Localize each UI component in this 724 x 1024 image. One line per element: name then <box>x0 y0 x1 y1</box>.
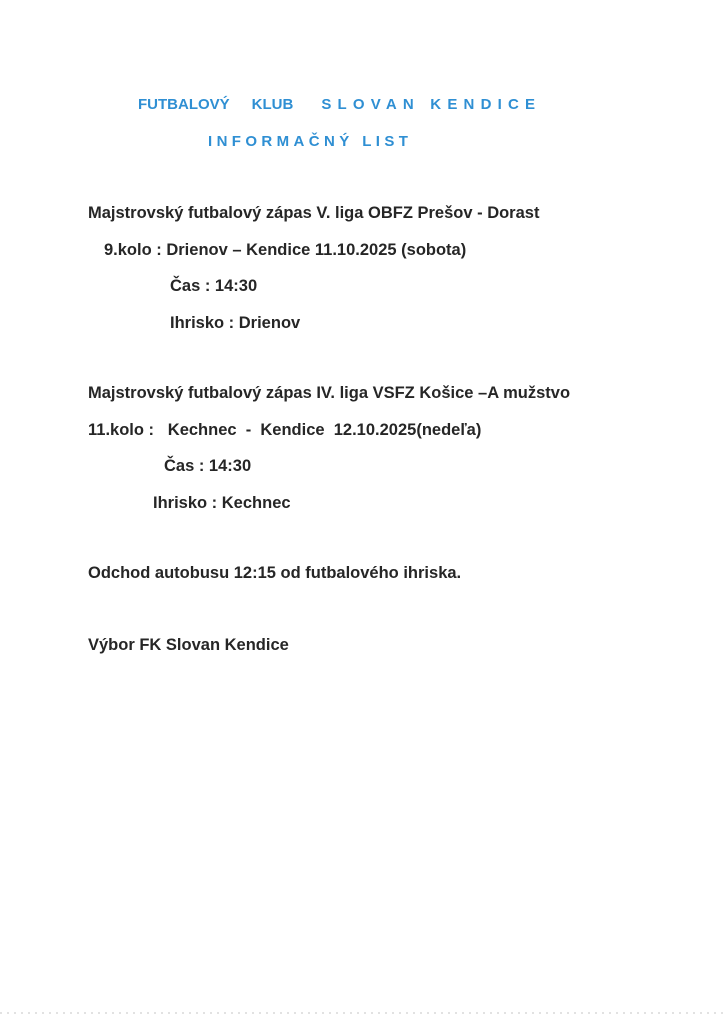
match-1-round: 9.kolo : Drienov – Kendice 11.10.2025 (sobota) <box>104 241 467 259</box>
club-name-heading <box>138 96 541 113</box>
match-2-round: 11.kolo : Kechnec - Kendice 12.10.2025(nedeľa) <box>88 421 482 439</box>
club-word-slovan-kendice: SLOVAN KENDICE <box>321 96 542 113</box>
match-1-title: Majstrovský futbalový zápas V. liga OBFZ Prešov - Dorast <box>88 204 540 222</box>
match-1-venue: Ihrisko : Drienov <box>170 314 301 332</box>
match-1-time: Čas : 14:30 <box>170 277 258 295</box>
signature: Výbor FK Slovan Kendice <box>88 636 289 654</box>
scan-artifact-line <box>0 1012 724 1014</box>
match-2-title: Majstrovský futbalový zápas IV. liga VSFZ Košice –A mužstvo <box>88 384 571 402</box>
document-subtitle: INFORMAČNÝ LIST <box>208 133 413 150</box>
match-2-venue: Ihrisko : Kechnec <box>153 494 291 512</box>
bus-departure-note: Odchod autobusu 12:15 od futbalového ihriska. <box>88 564 462 582</box>
club-word-klub: KLUB <box>251 96 294 113</box>
match-2-time: Čas : 14:30 <box>164 457 252 475</box>
club-word-futbalovy: FUTBALOVÝ <box>138 96 230 113</box>
